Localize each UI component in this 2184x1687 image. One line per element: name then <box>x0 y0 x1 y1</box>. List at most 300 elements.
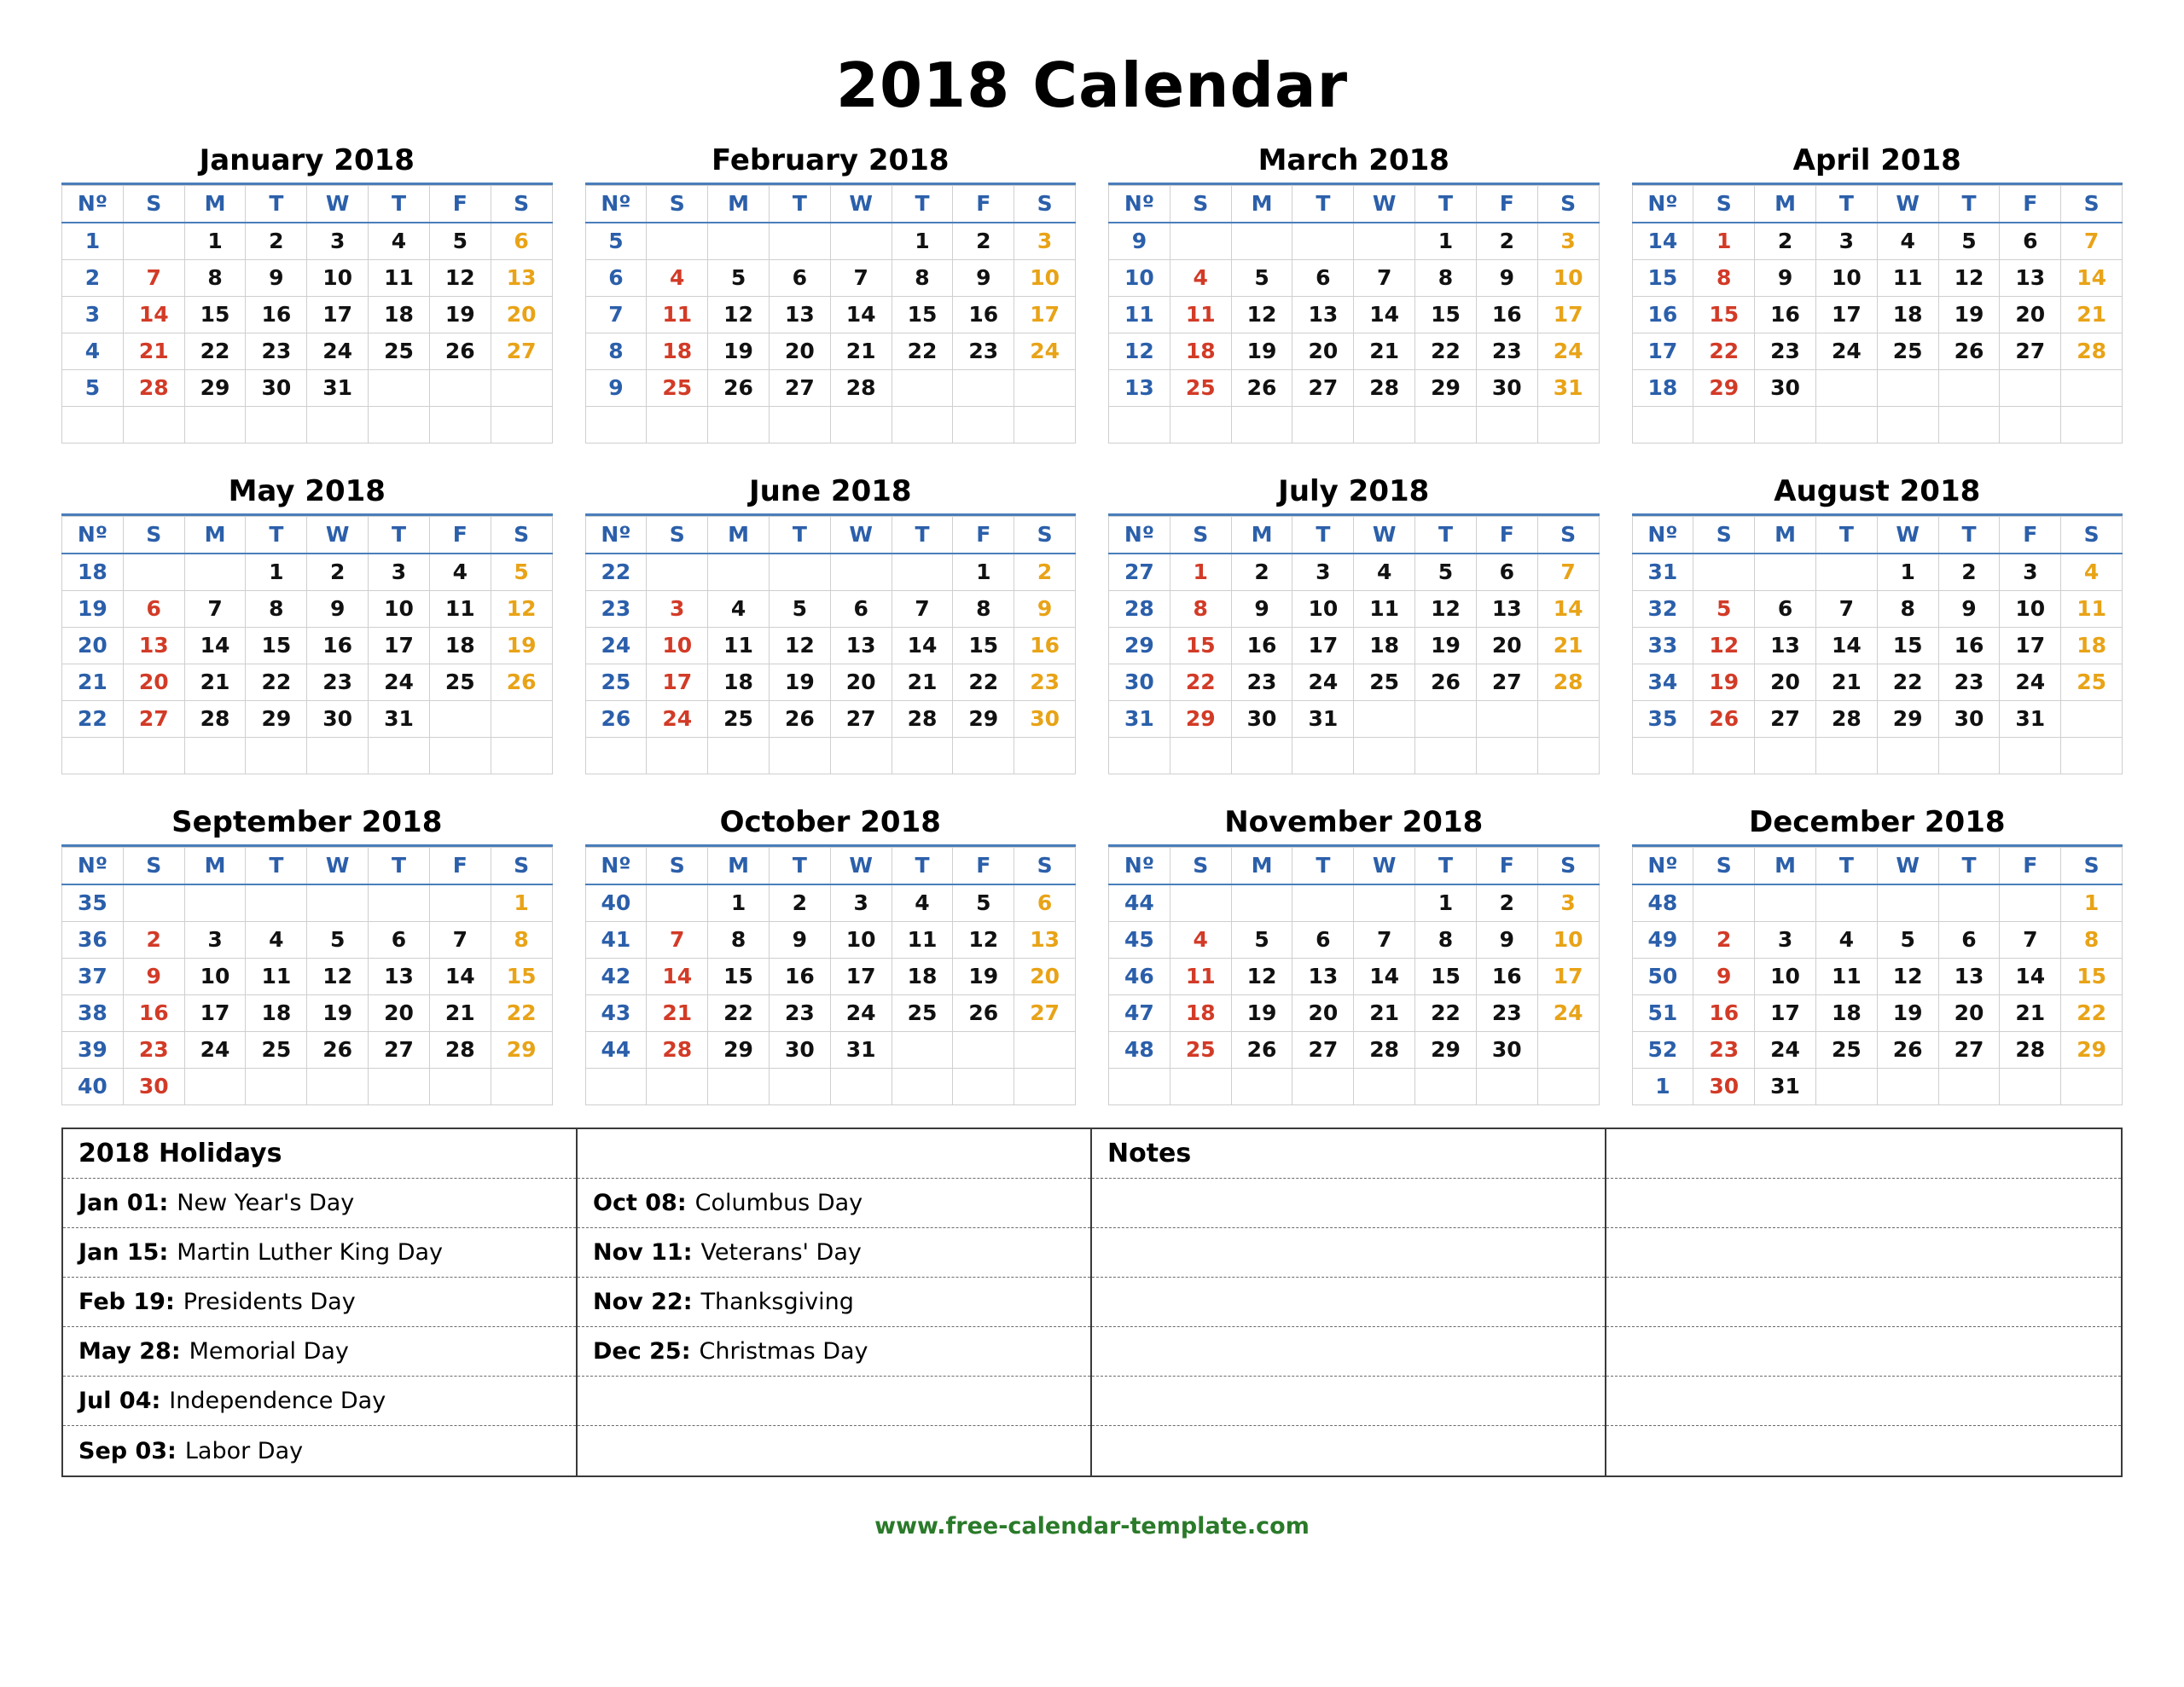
day-cell[interactable] <box>184 1069 246 1105</box>
day-cell[interactable] <box>123 223 184 260</box>
day-cell[interactable] <box>1231 1069 1292 1105</box>
day-cell[interactable]: 18 <box>647 333 708 370</box>
day-cell[interactable]: 28 <box>429 1032 491 1069</box>
day-cell[interactable] <box>1170 1069 1231 1105</box>
day-cell[interactable]: 5 <box>1938 223 2000 260</box>
day-cell[interactable]: 4 <box>1815 922 1877 959</box>
day-cell[interactable]: 28 <box>184 701 246 738</box>
day-cell[interactable]: 3 <box>1014 223 1076 260</box>
day-cell[interactable]: 28 <box>647 1032 708 1069</box>
day-cell[interactable]: 4 <box>647 260 708 297</box>
day-cell[interactable] <box>123 884 184 922</box>
day-cell[interactable] <box>647 407 708 443</box>
day-cell[interactable] <box>1170 884 1231 922</box>
day-cell[interactable]: 6 <box>1292 260 1354 297</box>
day-cell[interactable] <box>429 884 491 922</box>
day-cell[interactable]: 6 <box>123 591 184 628</box>
day-cell[interactable]: 15 <box>953 628 1014 664</box>
day-cell[interactable] <box>953 370 1014 407</box>
day-cell[interactable]: 2 <box>307 554 369 591</box>
day-cell[interactable]: 27 <box>491 333 552 370</box>
day-cell[interactable]: 21 <box>2000 995 2061 1032</box>
day-cell[interactable] <box>1693 554 1755 591</box>
day-cell[interactable]: 19 <box>1231 333 1292 370</box>
day-cell[interactable]: 27 <box>123 701 184 738</box>
day-cell[interactable] <box>1537 1032 1599 1069</box>
day-cell[interactable]: 24 <box>1537 995 1599 1032</box>
day-cell[interactable] <box>1877 1069 1938 1105</box>
day-cell[interactable]: 22 <box>246 664 307 701</box>
day-cell[interactable] <box>429 1069 491 1105</box>
day-cell[interactable] <box>1815 554 1877 591</box>
day-cell[interactable]: 30 <box>1476 370 1537 407</box>
day-cell[interactable]: 13 <box>1292 959 1354 995</box>
day-cell[interactable]: 20 <box>1292 333 1354 370</box>
day-cell[interactable]: 20 <box>2000 297 2061 333</box>
day-cell[interactable] <box>647 223 708 260</box>
day-cell[interactable] <box>2061 1069 2123 1105</box>
day-cell[interactable]: 25 <box>708 701 770 738</box>
day-cell[interactable]: 1 <box>1415 884 1477 922</box>
day-cell[interactable]: 9 <box>123 959 184 995</box>
day-cell[interactable]: 16 <box>123 995 184 1032</box>
day-cell[interactable]: 14 <box>1815 628 1877 664</box>
day-cell[interactable] <box>1415 407 1477 443</box>
notes-line[interactable] <box>1606 1377 2121 1426</box>
notes-line[interactable] <box>1092 1327 1605 1377</box>
day-cell[interactable]: 23 <box>1014 664 1076 701</box>
day-cell[interactable]: 19 <box>769 664 830 701</box>
day-cell[interactable]: 5 <box>1415 554 1477 591</box>
day-cell[interactable] <box>2061 407 2123 443</box>
day-cell[interactable] <box>892 407 953 443</box>
day-cell[interactable]: 25 <box>647 370 708 407</box>
day-cell[interactable]: 10 <box>1815 260 1877 297</box>
day-cell[interactable] <box>1938 738 2000 774</box>
day-cell[interactable]: 19 <box>1231 995 1292 1032</box>
day-cell[interactable] <box>184 554 246 591</box>
day-cell[interactable]: 12 <box>429 260 491 297</box>
day-cell[interactable]: 16 <box>1014 628 1076 664</box>
day-cell[interactable]: 3 <box>647 591 708 628</box>
day-cell[interactable] <box>769 407 830 443</box>
day-cell[interactable]: 17 <box>647 664 708 701</box>
day-cell[interactable]: 20 <box>1938 995 2000 1032</box>
day-cell[interactable]: 20 <box>1476 628 1537 664</box>
day-cell[interactable]: 31 <box>1292 701 1354 738</box>
day-cell[interactable]: 5 <box>429 223 491 260</box>
day-cell[interactable]: 8 <box>1415 922 1477 959</box>
day-cell[interactable]: 6 <box>1938 922 2000 959</box>
day-cell[interactable]: 25 <box>1877 333 1938 370</box>
day-cell[interactable]: 11 <box>369 260 430 297</box>
day-cell[interactable]: 25 <box>1354 664 1415 701</box>
day-cell[interactable]: 18 <box>246 995 307 1032</box>
day-cell[interactable] <box>708 1069 770 1105</box>
day-cell[interactable]: 27 <box>1938 1032 2000 1069</box>
day-cell[interactable]: 17 <box>830 959 892 995</box>
day-cell[interactable]: 2 <box>953 223 1014 260</box>
day-cell[interactable]: 23 <box>1755 333 1816 370</box>
day-cell[interactable] <box>429 370 491 407</box>
day-cell[interactable]: 2 <box>246 223 307 260</box>
day-cell[interactable] <box>1354 223 1415 260</box>
day-cell[interactable] <box>369 738 430 774</box>
day-cell[interactable] <box>1476 701 1537 738</box>
day-cell[interactable]: 8 <box>491 922 552 959</box>
day-cell[interactable]: 3 <box>369 554 430 591</box>
day-cell[interactable]: 27 <box>1014 995 1076 1032</box>
day-cell[interactable]: 7 <box>429 922 491 959</box>
day-cell[interactable] <box>1415 1069 1477 1105</box>
day-cell[interactable] <box>953 1032 1014 1069</box>
day-cell[interactable] <box>491 738 552 774</box>
day-cell[interactable] <box>1354 884 1415 922</box>
day-cell[interactable]: 9 <box>307 591 369 628</box>
day-cell[interactable]: 26 <box>429 333 491 370</box>
day-cell[interactable] <box>1354 407 1415 443</box>
day-cell[interactable]: 7 <box>1537 554 1599 591</box>
day-cell[interactable] <box>369 884 430 922</box>
day-cell[interactable]: 23 <box>246 333 307 370</box>
day-cell[interactable]: 19 <box>429 297 491 333</box>
day-cell[interactable]: 2 <box>1476 884 1537 922</box>
day-cell[interactable]: 18 <box>892 959 953 995</box>
day-cell[interactable]: 27 <box>1292 370 1354 407</box>
day-cell[interactable] <box>1292 223 1354 260</box>
day-cell[interactable]: 13 <box>1292 297 1354 333</box>
day-cell[interactable]: 22 <box>1693 333 1755 370</box>
day-cell[interactable]: 20 <box>1755 664 1816 701</box>
day-cell[interactable]: 21 <box>892 664 953 701</box>
day-cell[interactable]: 7 <box>1354 922 1415 959</box>
day-cell[interactable] <box>1815 738 1877 774</box>
day-cell[interactable]: 5 <box>491 554 552 591</box>
day-cell[interactable]: 29 <box>1693 370 1755 407</box>
day-cell[interactable]: 24 <box>1014 333 1076 370</box>
day-cell[interactable] <box>1354 1069 1415 1105</box>
day-cell[interactable]: 12 <box>769 628 830 664</box>
day-cell[interactable]: 15 <box>708 959 770 995</box>
day-cell[interactable]: 29 <box>1877 701 1938 738</box>
day-cell[interactable] <box>1755 407 1816 443</box>
day-cell[interactable]: 23 <box>769 995 830 1032</box>
day-cell[interactable]: 15 <box>184 297 246 333</box>
day-cell[interactable]: 8 <box>1693 260 1755 297</box>
day-cell[interactable] <box>184 738 246 774</box>
day-cell[interactable]: 15 <box>1415 297 1477 333</box>
day-cell[interactable] <box>647 738 708 774</box>
day-cell[interactable] <box>2061 738 2123 774</box>
day-cell[interactable]: 19 <box>708 333 770 370</box>
notes-line[interactable] <box>1606 1179 2121 1228</box>
day-cell[interactable] <box>246 884 307 922</box>
day-cell[interactable]: 13 <box>369 959 430 995</box>
day-cell[interactable]: 14 <box>647 959 708 995</box>
day-cell[interactable]: 13 <box>491 260 552 297</box>
day-cell[interactable] <box>307 884 369 922</box>
day-cell[interactable]: 30 <box>1938 701 2000 738</box>
day-cell[interactable]: 10 <box>184 959 246 995</box>
day-cell[interactable]: 24 <box>647 701 708 738</box>
notes-line[interactable] <box>1606 1228 2121 1278</box>
day-cell[interactable]: 25 <box>892 995 953 1032</box>
day-cell[interactable]: 3 <box>1537 223 1599 260</box>
day-cell[interactable]: 26 <box>1938 333 2000 370</box>
day-cell[interactable]: 31 <box>2000 701 2061 738</box>
day-cell[interactable]: 22 <box>1415 333 1477 370</box>
day-cell[interactable]: 12 <box>1415 591 1477 628</box>
day-cell[interactable] <box>1014 407 1076 443</box>
day-cell[interactable]: 24 <box>1755 1032 1816 1069</box>
day-cell[interactable] <box>369 370 430 407</box>
day-cell[interactable]: 25 <box>1815 1032 1877 1069</box>
day-cell[interactable]: 15 <box>1693 297 1755 333</box>
day-cell[interactable]: 11 <box>429 591 491 628</box>
day-cell[interactable]: 31 <box>1537 370 1599 407</box>
day-cell[interactable]: 30 <box>1476 1032 1537 1069</box>
day-cell[interactable] <box>491 370 552 407</box>
day-cell[interactable] <box>1292 738 1354 774</box>
day-cell[interactable]: 26 <box>953 995 1014 1032</box>
day-cell[interactable]: 16 <box>1755 297 1816 333</box>
day-cell[interactable] <box>429 738 491 774</box>
day-cell[interactable]: 3 <box>1537 884 1599 922</box>
day-cell[interactable]: 17 <box>1755 995 1816 1032</box>
day-cell[interactable]: 13 <box>830 628 892 664</box>
day-cell[interactable]: 27 <box>830 701 892 738</box>
day-cell[interactable]: 20 <box>830 664 892 701</box>
day-cell[interactable]: 1 <box>246 554 307 591</box>
day-cell[interactable] <box>892 738 953 774</box>
day-cell[interactable]: 8 <box>1415 260 1477 297</box>
day-cell[interactable] <box>708 223 770 260</box>
day-cell[interactable] <box>1170 407 1231 443</box>
day-cell[interactable] <box>1415 701 1477 738</box>
day-cell[interactable]: 2 <box>769 884 830 922</box>
day-cell[interactable]: 22 <box>1170 664 1231 701</box>
day-cell[interactable]: 18 <box>1354 628 1415 664</box>
day-cell[interactable]: 12 <box>307 959 369 995</box>
day-cell[interactable]: 6 <box>1292 922 1354 959</box>
day-cell[interactable]: 8 <box>246 591 307 628</box>
day-cell[interactable]: 29 <box>1415 1032 1477 1069</box>
day-cell[interactable]: 1 <box>1170 554 1231 591</box>
day-cell[interactable] <box>123 407 184 443</box>
day-cell[interactable]: 4 <box>708 591 770 628</box>
day-cell[interactable] <box>1292 407 1354 443</box>
day-cell[interactable]: 18 <box>1877 297 1938 333</box>
day-cell[interactable]: 30 <box>246 370 307 407</box>
notes-line[interactable] <box>1092 1179 1605 1228</box>
day-cell[interactable]: 9 <box>1014 591 1076 628</box>
day-cell[interactable]: 31 <box>369 701 430 738</box>
day-cell[interactable]: 8 <box>953 591 1014 628</box>
day-cell[interactable]: 26 <box>769 701 830 738</box>
day-cell[interactable]: 16 <box>1693 995 1755 1032</box>
day-cell[interactable]: 18 <box>429 628 491 664</box>
day-cell[interactable] <box>1231 884 1292 922</box>
day-cell[interactable]: 2 <box>1476 223 1537 260</box>
day-cell[interactable]: 8 <box>708 922 770 959</box>
day-cell[interactable]: 14 <box>892 628 953 664</box>
day-cell[interactable]: 30 <box>1231 701 1292 738</box>
day-cell[interactable]: 21 <box>830 333 892 370</box>
day-cell[interactable]: 22 <box>892 333 953 370</box>
day-cell[interactable]: 27 <box>769 370 830 407</box>
day-cell[interactable]: 2 <box>1014 554 1076 591</box>
day-cell[interactable]: 16 <box>307 628 369 664</box>
day-cell[interactable]: 1 <box>1415 223 1477 260</box>
notes-line[interactable] <box>1092 1377 1605 1426</box>
day-cell[interactable]: 18 <box>1815 995 1877 1032</box>
day-cell[interactable] <box>1014 738 1076 774</box>
day-cell[interactable] <box>307 738 369 774</box>
day-cell[interactable] <box>1231 407 1292 443</box>
day-cell[interactable] <box>1415 738 1477 774</box>
day-cell[interactable] <box>123 738 184 774</box>
day-cell[interactable]: 28 <box>830 370 892 407</box>
day-cell[interactable]: 9 <box>1938 591 2000 628</box>
day-cell[interactable]: 20 <box>769 333 830 370</box>
day-cell[interactable]: 24 <box>1537 333 1599 370</box>
day-cell[interactable]: 3 <box>1292 554 1354 591</box>
day-cell[interactable]: 29 <box>953 701 1014 738</box>
day-cell[interactable]: 9 <box>1231 591 1292 628</box>
day-cell[interactable] <box>1938 1069 2000 1105</box>
day-cell[interactable]: 30 <box>1755 370 1816 407</box>
day-cell[interactable] <box>1231 738 1292 774</box>
day-cell[interactable] <box>708 554 770 591</box>
day-cell[interactable]: 23 <box>953 333 1014 370</box>
day-cell[interactable] <box>369 407 430 443</box>
day-cell[interactable]: 18 <box>2061 628 2123 664</box>
day-cell[interactable]: 17 <box>1292 628 1354 664</box>
day-cell[interactable]: 12 <box>1877 959 1938 995</box>
day-cell[interactable]: 12 <box>953 922 1014 959</box>
day-cell[interactable]: 1 <box>2061 884 2123 922</box>
day-cell[interactable] <box>429 701 491 738</box>
day-cell[interactable]: 20 <box>369 995 430 1032</box>
day-cell[interactable]: 3 <box>184 922 246 959</box>
day-cell[interactable]: 7 <box>1815 591 1877 628</box>
day-cell[interactable] <box>429 407 491 443</box>
day-cell[interactable] <box>1476 738 1537 774</box>
day-cell[interactable] <box>1014 1032 1076 1069</box>
day-cell[interactable]: 13 <box>1014 922 1076 959</box>
notes-line[interactable] <box>1606 1327 2121 1377</box>
day-cell[interactable] <box>307 1069 369 1105</box>
day-cell[interactable]: 22 <box>708 995 770 1032</box>
day-cell[interactable]: 5 <box>1693 591 1755 628</box>
day-cell[interactable] <box>769 223 830 260</box>
day-cell[interactable]: 4 <box>429 554 491 591</box>
day-cell[interactable]: 20 <box>1014 959 1076 995</box>
day-cell[interactable]: 18 <box>369 297 430 333</box>
day-cell[interactable]: 18 <box>1170 995 1231 1032</box>
day-cell[interactable]: 28 <box>123 370 184 407</box>
day-cell[interactable]: 29 <box>184 370 246 407</box>
day-cell[interactable]: 2 <box>1938 554 2000 591</box>
day-cell[interactable]: 15 <box>491 959 552 995</box>
day-cell[interactable]: 25 <box>1170 370 1231 407</box>
day-cell[interactable]: 17 <box>184 995 246 1032</box>
day-cell[interactable]: 14 <box>2061 260 2123 297</box>
day-cell[interactable] <box>1014 1069 1076 1105</box>
day-cell[interactable]: 7 <box>123 260 184 297</box>
day-cell[interactable] <box>2000 738 2061 774</box>
day-cell[interactable]: 30 <box>1693 1069 1755 1105</box>
day-cell[interactable]: 26 <box>1877 1032 1938 1069</box>
day-cell[interactable]: 31 <box>307 370 369 407</box>
day-cell[interactable]: 13 <box>123 628 184 664</box>
day-cell[interactable]: 22 <box>184 333 246 370</box>
day-cell[interactable]: 7 <box>2000 922 2061 959</box>
day-cell[interactable]: 11 <box>1815 959 1877 995</box>
day-cell[interactable]: 12 <box>1693 628 1755 664</box>
day-cell[interactable]: 17 <box>1537 297 1599 333</box>
day-cell[interactable]: 31 <box>830 1032 892 1069</box>
day-cell[interactable]: 16 <box>953 297 1014 333</box>
day-cell[interactable]: 21 <box>1537 628 1599 664</box>
day-cell[interactable] <box>491 1069 552 1105</box>
day-cell[interactable]: 4 <box>2061 554 2123 591</box>
day-cell[interactable] <box>769 554 830 591</box>
day-cell[interactable] <box>1693 407 1755 443</box>
day-cell[interactable]: 10 <box>1537 922 1599 959</box>
day-cell[interactable] <box>1476 407 1537 443</box>
day-cell[interactable]: 8 <box>184 260 246 297</box>
day-cell[interactable]: 21 <box>1815 664 1877 701</box>
day-cell[interactable]: 19 <box>491 628 552 664</box>
day-cell[interactable]: 10 <box>369 591 430 628</box>
day-cell[interactable]: 7 <box>830 260 892 297</box>
day-cell[interactable]: 28 <box>1537 664 1599 701</box>
notes-line[interactable] <box>1092 1228 1605 1278</box>
day-cell[interactable]: 10 <box>830 922 892 959</box>
day-cell[interactable]: 26 <box>1415 664 1477 701</box>
day-cell[interactable]: 17 <box>369 628 430 664</box>
day-cell[interactable]: 16 <box>1231 628 1292 664</box>
day-cell[interactable]: 2 <box>1755 223 1816 260</box>
day-cell[interactable]: 16 <box>1476 297 1537 333</box>
day-cell[interactable] <box>1815 370 1877 407</box>
day-cell[interactable] <box>647 884 708 922</box>
day-cell[interactable]: 11 <box>647 297 708 333</box>
day-cell[interactable] <box>369 1069 430 1105</box>
day-cell[interactable]: 24 <box>2000 664 2061 701</box>
day-cell[interactable]: 9 <box>953 260 1014 297</box>
day-cell[interactable]: 23 <box>1476 333 1537 370</box>
day-cell[interactable]: 21 <box>184 664 246 701</box>
day-cell[interactable]: 6 <box>769 260 830 297</box>
day-cell[interactable]: 10 <box>647 628 708 664</box>
day-cell[interactable]: 25 <box>369 333 430 370</box>
day-cell[interactable] <box>1292 884 1354 922</box>
day-cell[interactable] <box>1014 370 1076 407</box>
day-cell[interactable] <box>307 407 369 443</box>
day-cell[interactable]: 28 <box>892 701 953 738</box>
day-cell[interactable]: 21 <box>1354 995 1415 1032</box>
day-cell[interactable] <box>892 1069 953 1105</box>
day-cell[interactable] <box>1537 701 1599 738</box>
day-cell[interactable]: 14 <box>1354 297 1415 333</box>
day-cell[interactable]: 1 <box>892 223 953 260</box>
day-cell[interactable]: 25 <box>2061 664 2123 701</box>
day-cell[interactable] <box>2061 701 2123 738</box>
day-cell[interactable]: 6 <box>1476 554 1537 591</box>
day-cell[interactable]: 23 <box>1693 1032 1755 1069</box>
